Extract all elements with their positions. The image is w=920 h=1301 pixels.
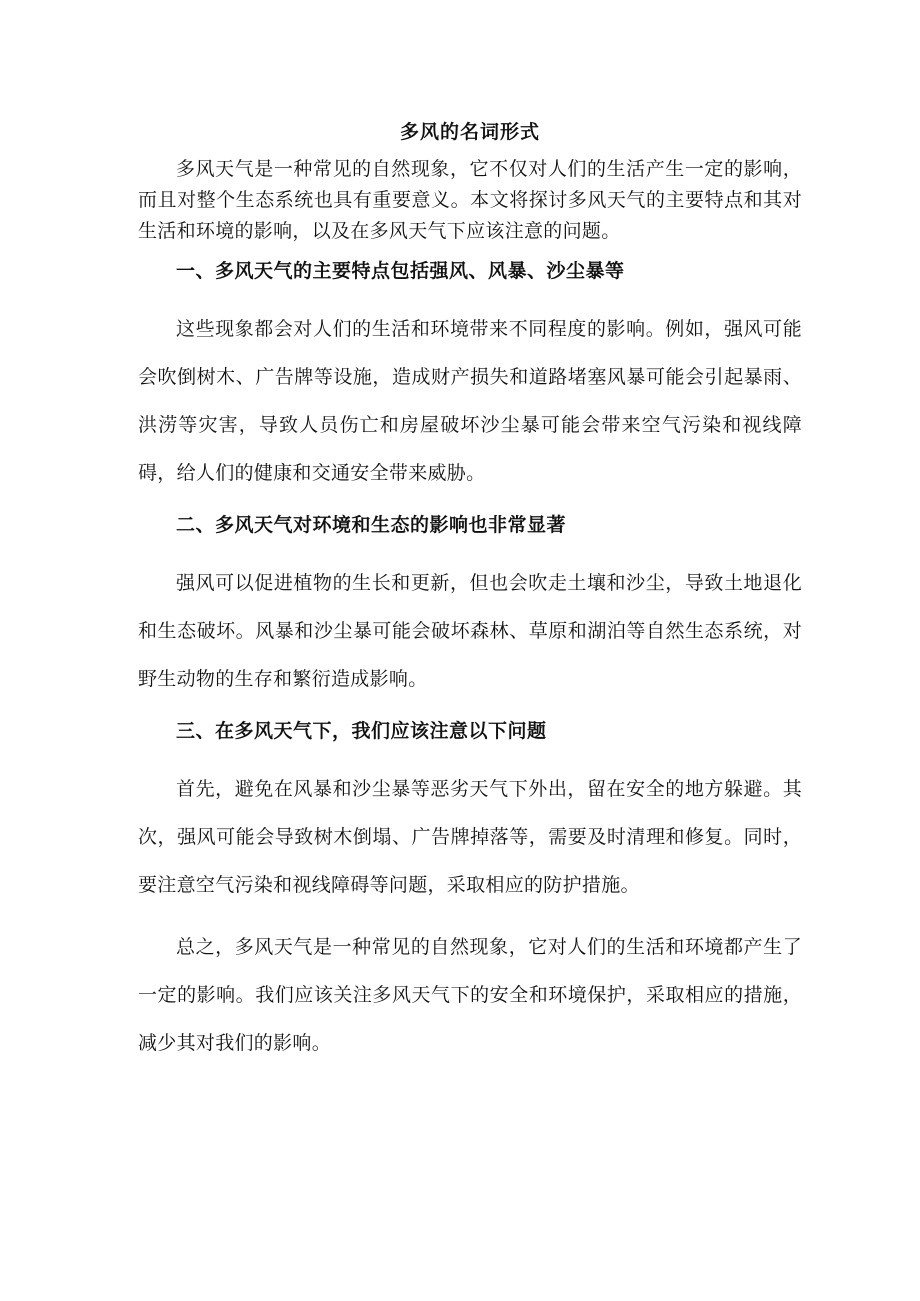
document-body: [138, 118, 802, 1081]
section-body-2: 强风可以促进植物的生长和更新，但也会吹走土壤和沙尘，导致土地退化和生态破坏。风暴和沙尘暴可能会破坏森林、草原和湖泊等自然生态系统，对野生动物的生存和繁衍造成影响。: [138, 572, 802, 690]
section-heading-1: 一、多风天气的主要特点包括强风、风暴、沙尘暴等: [176, 260, 625, 282]
document-title: 多风的名词形式: [399, 121, 540, 143]
section-heading-2: 二、多风天气对环境和生态的影响也非常显著: [176, 514, 567, 536]
section-body-3: 首先，避免在风暴和沙尘暴等恶劣天气下外出，留在安全的地方躲避。其次，强风可能会导致树木倒塌、广告牌掉落等，需要及时清理和修复。同时，要注意空气污染和视线障碍等问题，采取相应的防护措施。: [138, 778, 802, 896]
section-body-1: 这些现象都会对人们的生活和环境带来不同程度的影响。例如，强风可能会吹倒树木、广告牌等设施，造成财产损失和道路堵塞风暴可能会引起暴雨、洪涝等灾害，导致人员伤亡和房屋破坏沙尘暴可能会带来空气污染和视线障碍，给人们的健康和交通安全带来威胁。: [138, 318, 802, 484]
conclusion-paragraph: 总之，多风天气是一种常见的自然现象，它对人们的生活和环境都产生了一定的影响。我们应该关注多风天气下的安全和环境保护，采取相应的措施，减少其对我们的影响。: [138, 936, 802, 1054]
section-heading-3: 三、在多风天气下，我们应该注意以下问题: [176, 720, 547, 742]
intro-paragraph: 多风天气是一种常见的自然现象，它不仅对人们的生活产生一定的影响，而且对整个生态系统也具有重要意义。本文将探讨多风天气的主要特点和其对生活和环境的影响，以及在多风天气下应该注意的问题。: [138, 158, 802, 242]
